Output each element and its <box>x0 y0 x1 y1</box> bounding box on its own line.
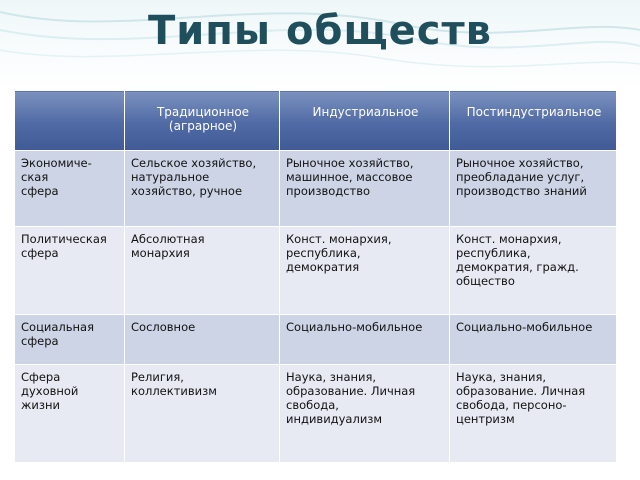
column-header-traditional: Традиционное (аграрное) <box>125 91 280 151</box>
row-label-spiritual: Сфера духовной жизни <box>15 365 125 463</box>
table-cell: Рыночное хозяйство, машинное, массовое производство <box>280 151 450 227</box>
table-cell: Абсолютная монархия <box>125 227 280 315</box>
table-header-row <box>15 91 617 151</box>
table-row-political <box>15 227 617 315</box>
row-label-economic: Экономиче- ская сфера <box>15 151 125 227</box>
column-header-postindustrial: Постиндустриальное <box>450 91 617 151</box>
row-label-social: Социальная сфера <box>15 315 125 365</box>
table-cell: Религия, коллективизм <box>125 365 280 463</box>
table-cell: Сельское хозяйство, натуральное хозяйство, ручное <box>125 151 280 227</box>
society-types-table <box>14 90 617 463</box>
table-row-economic <box>15 151 617 227</box>
table-cell: Социально-мобильное <box>450 315 617 365</box>
table-cell: Наука, знания, образование. Личная свобода, индивидуализм <box>280 365 450 463</box>
table-row-spiritual <box>15 365 617 463</box>
header-corner-cell <box>15 91 125 151</box>
table-cell: Сословное <box>125 315 280 365</box>
table-cell: Рыночное хозяйство, преобладание услуг, производство знаний <box>450 151 617 227</box>
row-label-political: Политическая сфера <box>15 227 125 315</box>
table-cell: Конст. монархия, республика, демократия, гражд. общество <box>450 227 617 315</box>
table-cell: Социально-мобильное <box>280 315 450 365</box>
table-cell: Конст. монархия, республика, демократия <box>280 227 450 315</box>
column-header-industrial: Индустриальное <box>280 91 450 151</box>
table-cell: Наука, знания, образование. Личная свобода, персоно- центризм <box>450 365 617 463</box>
slide-title: Типы обществ <box>147 8 492 54</box>
table-row-social <box>15 315 617 365</box>
